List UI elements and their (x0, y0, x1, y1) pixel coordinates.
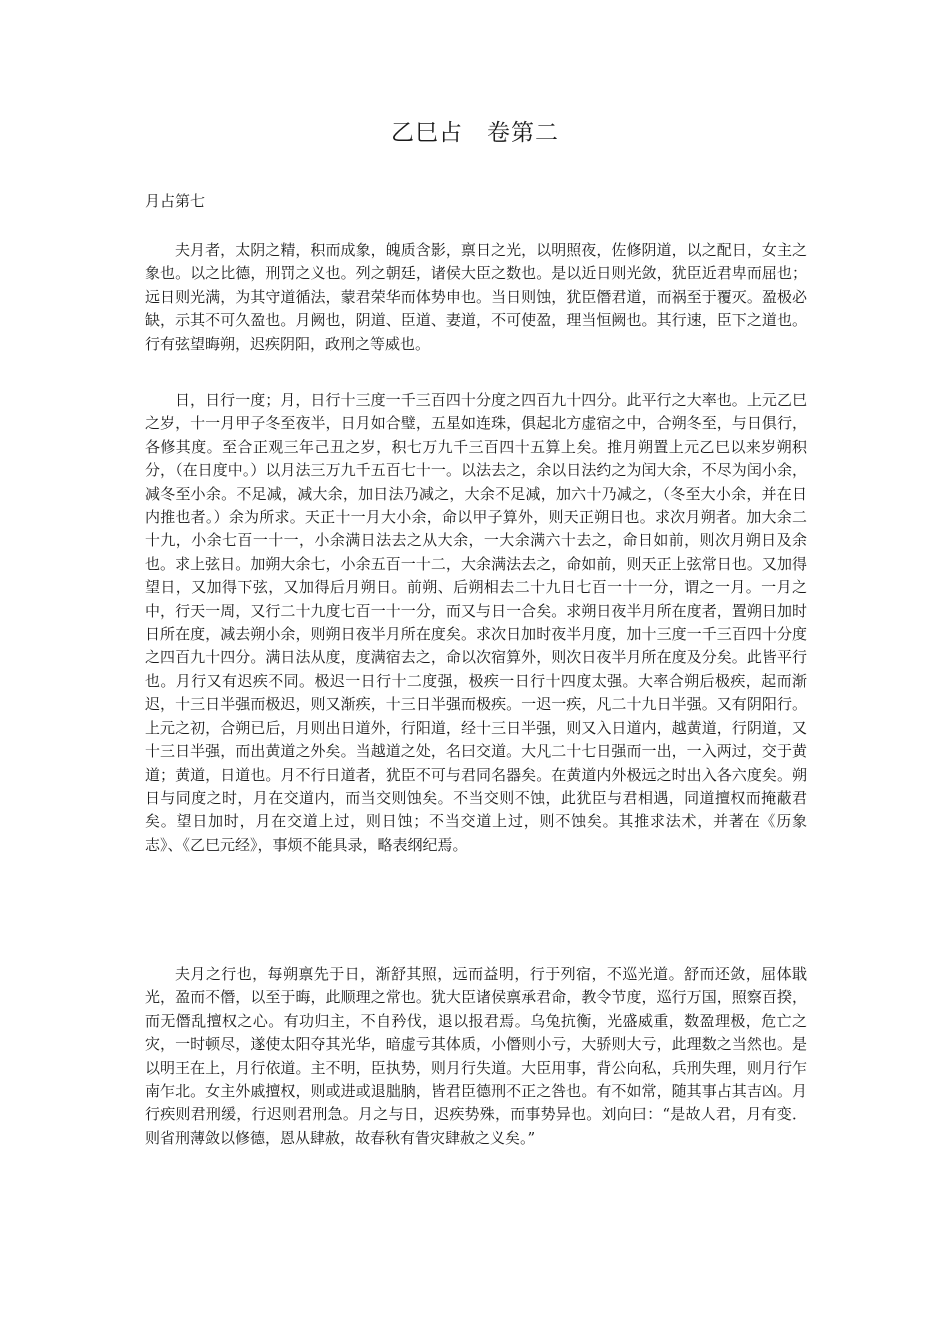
document-title: 乙巳占 卷第二 (391, 120, 559, 146)
paragraph-3: 夫月之行也，每朔禀先于日，渐舒其照，远而益明，行于列宿，不巡光道。舒而还敛，屈体戢光，盈而不僭，以至于晦，此顺理之常也。犹大臣诸侯禀承君命，教令节度，巡行万国，照察百揆，而无僭乱擅权之心。有功归主，不自矜伐，退以报君焉。乌兔抗衡，光盛威重，数盈理极，危亡之灾，一时顿尽，遂使太阳夺其光华，暗虚亏其体质，小僭则小亏，大骄则大亏，此理数之当然也。是以明王在上，月行依道。主不明，臣执势，则月行失道。大臣用事，背公向私，兵刑失理，则月行乍南乍北。女主外戚擅权，则或进或退朏朒，皆君臣德刑不正之咎也。有不如常，随其事占其吉凶。月行疾则君刑缓，行迟则君刑急。月之与日，迟疾势殊，而事势异也。刘向曰：“是故人君，月有变．则省刑薄敛以修德，恩从肆赦，故春秋有眚灾肆赦之义矣。” (145, 965, 807, 1147)
section-heading: 月占第七 (145, 192, 206, 210)
paragraph-1: 夫月者，太阴之精，积而成象，魄质含影，禀日之光，以明照夜，佐修阴道，以之配日，女主之象也。以之比德，刑罚之义也。列之朝廷，诸侯大臣之数也。是以近日则光敛，犹臣近君卑而屈也；远日则光满，为其守道循法，蒙君荣华而体势申也。当日则蚀，犹臣僭君道，而祸至于覆灭。盈极必缺，示其不可久盈也。月阙也，阴道、臣道、妻道，不可使盈，理当恒阙也。其行速，臣下之道也。行有弦望晦朔，迟疾阴阳，政刑之等威也。 (145, 241, 807, 353)
paragraph-2: 日，日行一度；月，日行十三度一千三百四十分度之四百九十四分。此平行之大率也。上元乙巳之岁，十一月甲子冬至夜半，日月如合璧，五星如连珠，俱起北方虚宿之中，合朔冬至，与日俱行，各修其度。至合正观三年己丑之岁，积七万九千三百四十五算上矣。推月朔置上元乙巳以来岁朔积分，（在日度中。）以月法三万九千五百七十一。以法去之，余以日法约之为闰大余，不尽为闰小余，减冬至小余。不足减，减大余，加日法乃减之，大余不足减，加六十乃减之，（冬至大小余，并在日内推也者。）余为所求。天正十一月大小余，命以甲子算外，则天正朔日也。求次月朔者。加大余二十九，小余七百一十一，小余满日法去之从大余，一大余满六十去之，命日如前，则次月朔日及余也。求上弦日。加朔大余七，小余五百一十二，大余满法去之，命如前，则天正上弦常日也。又加得望日，又加得下弦，又加得后月朔日。前朔、后朔相去二十九日七百一十一分，谓之一月。一月之中，行天一周，又行二十九度七百一十一分，而又与日一合矣。求朔日夜半月所在度者，置朔日加时日所在度，减去朔小余，则朔日夜半月所在度矣。求次日加时夜半月度，加十三度一千三百四十分度之四百九十四分。满日法从度，度满宿去之，命以次宿算外，则次日夜半月所在度及分矣。此皆平行也。月行又有迟疾不同。极迟一日行十二度强，极疾一日行十四度太强。大率合朔后极疾，起而渐迟，十三日半强而极迟，则又渐疾，十三日半强而极疾。一迟一疾，凡二十九日半强。又有阴阳行。上元之初，合朔已后，月则出日道外，行阳道，经十三日半强，则又入日道内，越黄道，行阴道，又十三日半强，而出黄道之外矣。当越道之处，名曰交道。大凡二十七日强而一出，一入两过，交于黄道；黄道，日道也。月不行日道者，犹臣不可与君同名器矣。在黄道内外极远之时出入各六度矣。朔日与同度之时，月在交道内，而当交则蚀矣。不当交则不蚀，此犹臣与君相遇，同道擅权而掩蔽君矣。望日加时，月在交道上过，则日蚀；不当交道上过，则不蚀矣。其推求法术，并著在《历象志》、《乙巳元经》，事烦不能具录，略表纲纪焉。 (145, 391, 807, 854)
